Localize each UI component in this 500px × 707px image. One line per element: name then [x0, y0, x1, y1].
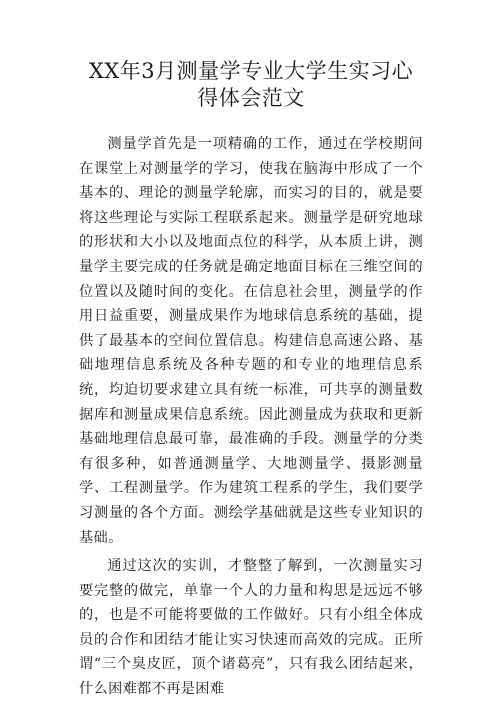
body-paragraph: 通过这次的实训，才整整了解到，一次测量实习要完整的做完，单靠一个人的力量和构思是远远不够的，也是不可能将要做的工作做好。只有小组全体成员的合作和团结才能让实习快速而高效的完成。正所谓“三个臭皮匠，顶个诸葛亮”，只有我么团结起来，什么困难都不再是困难: [79, 558, 423, 698]
document-title: XX年3月测量学专业大学生实习心得体会范文: [88, 59, 414, 110]
body-paragraph: 测量学首先是一项精确的工作，通过在学校期间在课堂上对测量学的学习，使我在脑海中形成了一个基本的、理论的测量学轮廓，而实习的目的，就是要将这些理论与实际工程联系起来。测量学是研究地球的形状和大小以及地面点位的科学，从本质上讲，测量学主要完成的任务就是确定地面目标在三维空间的位置以及随时间的变化。在信息社会里，测量学的作用日益重要，测量成果作为地球信息系统的基础，提供了最基本的空间位置信息。构建信息高速公路、基础地理信息系统及各种专题的和专业的地理信息系统，均迫切要求建立具有统一标准，可共享的测量数据库和测量成果信息系统。因此测量成为获取和更新基础地理信息最可靠，最准确的手段。测量学的分类有很多种，如普通测量学、大地测量学、摄影测量学、工程测量学。作为建筑工程系的学生，我们要学习测量的各个方面。测绘学基础就是这些专业知识的基础。: [79, 136, 423, 546]
